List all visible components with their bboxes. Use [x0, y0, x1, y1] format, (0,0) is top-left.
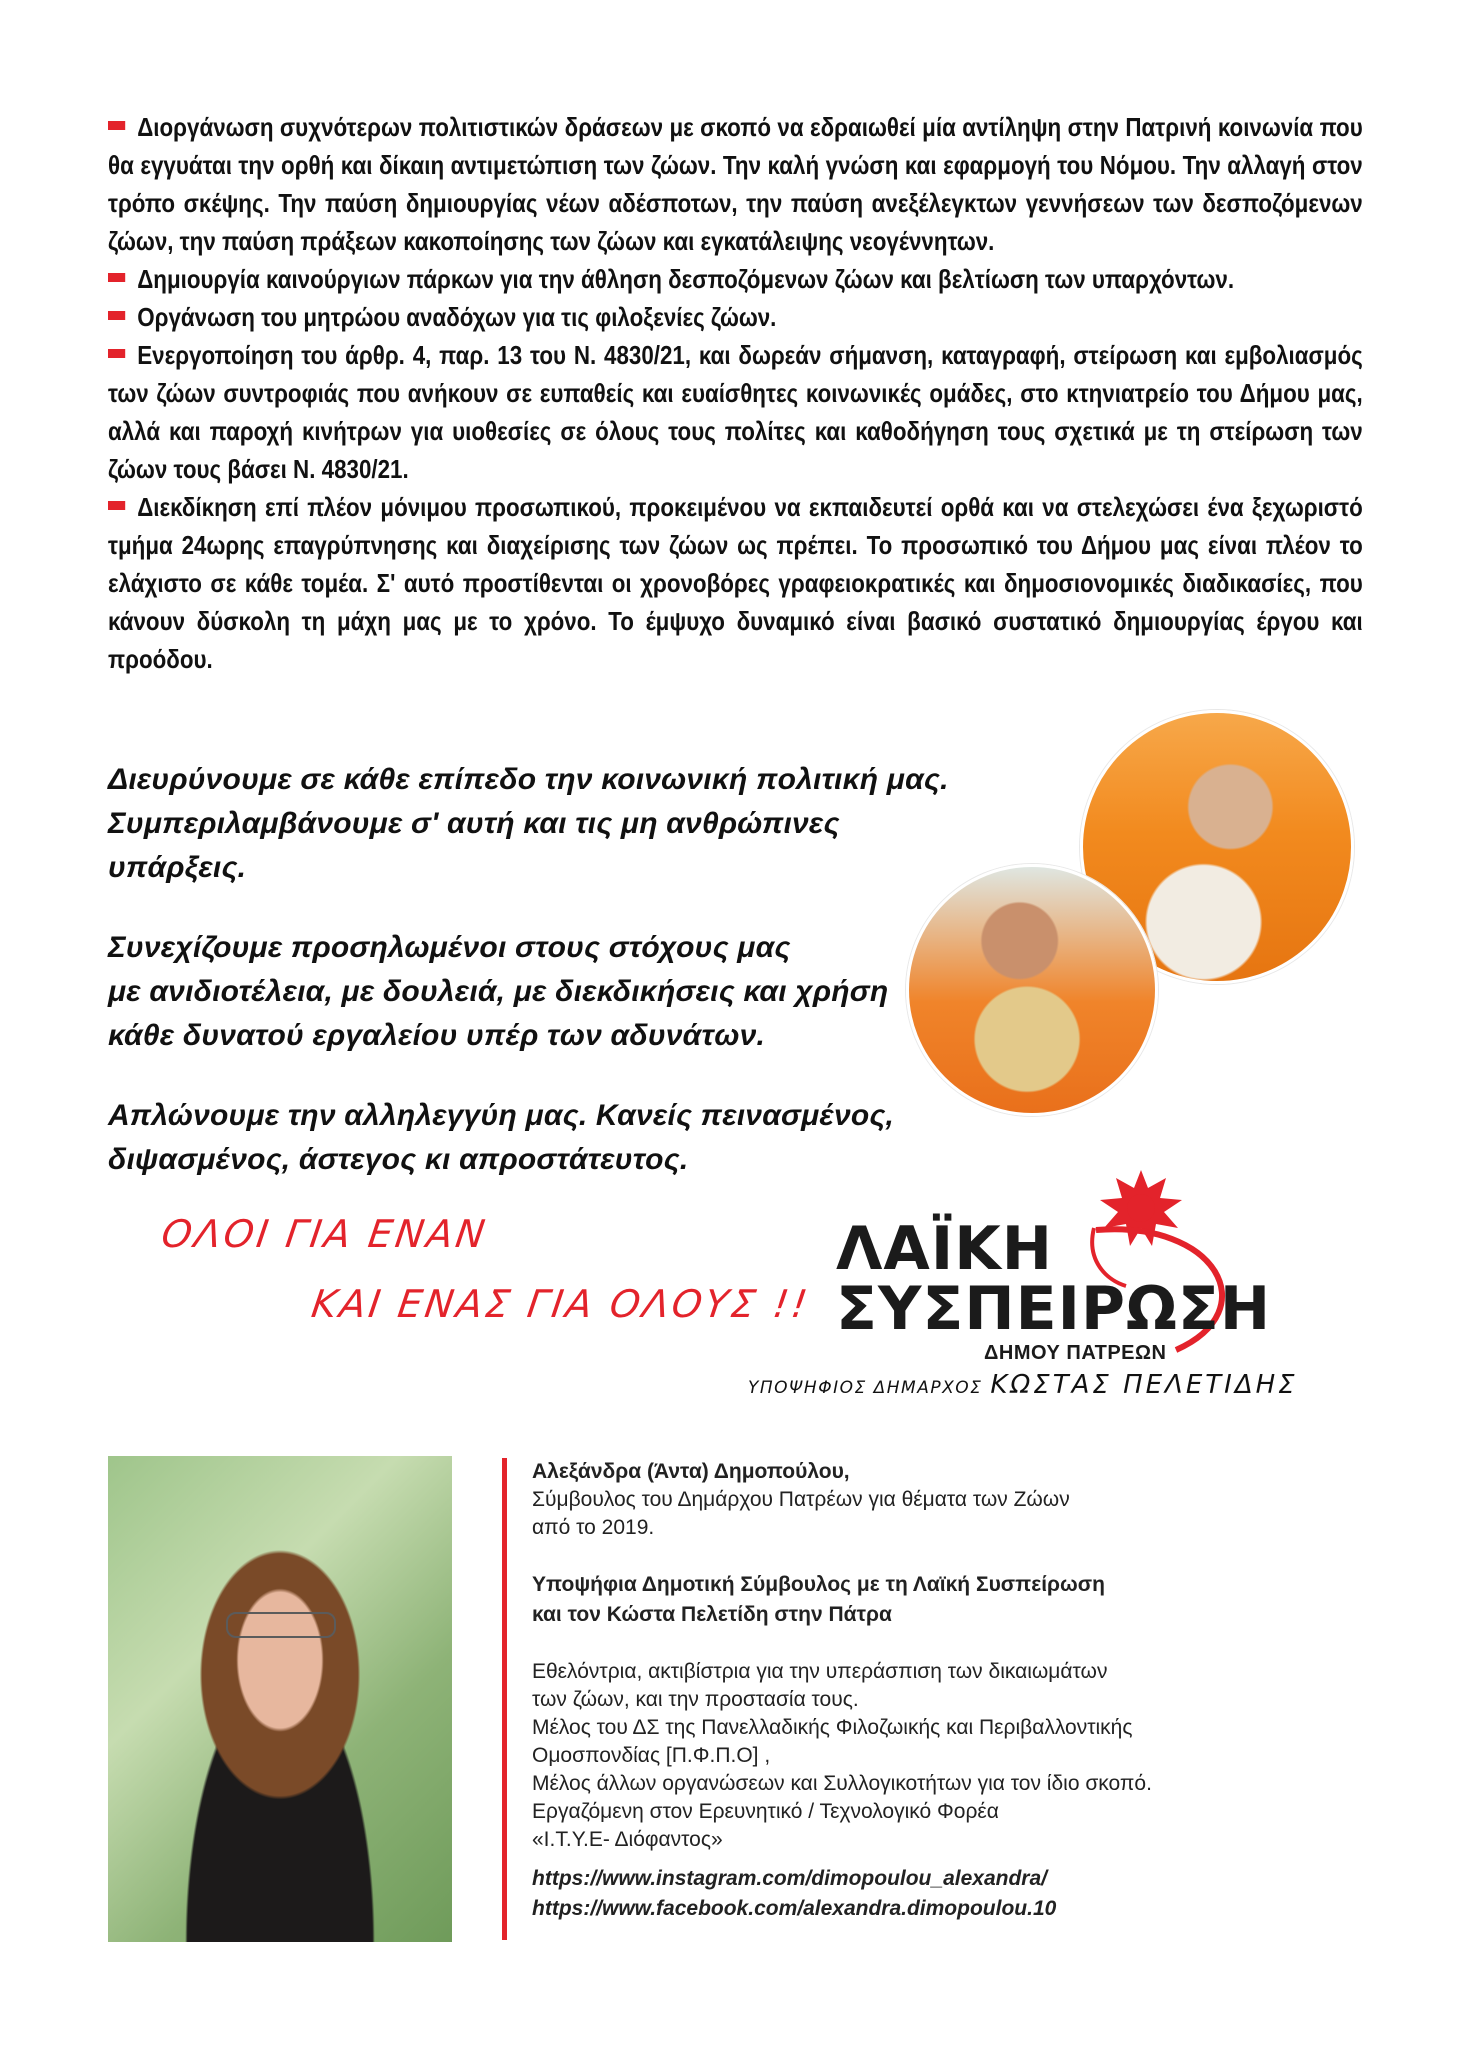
slogan-line: κάθε δυνατού εργαλείου υπέρ των αδυνάτων. — [108, 1019, 766, 1052]
slogan-line: Συνεχίζουμε προσηλωμένοι στους στόχους μας — [108, 931, 791, 964]
glasses-icon — [226, 1612, 336, 1638]
bullet-list — [108, 108, 1363, 678]
bullet-marker-icon — [108, 349, 125, 358]
bullet-marker-icon — [108, 273, 125, 282]
bullet-item: Διεκδίκηση επί πλέον μόνιμου προσωπικού, προκειμένου να εκπαιδευτεί ορθά και να στελεχώσει ένα ξεχωριστό τμήμα 24ωρης επαγρύπνησης και διαχείρισης των ζώων ως πρέπει. Το προσωπικό του Δήμου μας είναι πλέον το ελάχιστο σε κάθε τομέα. Σ' αυτό προστίθενται οι χρονοβόρες γραφειοκρατικές και δημοσιονομικές διαδικασίες, που κάνουν δύσκολη τη μάχη μας με το χρόνο. Το έμψυχο δυναμικό είναι βασικό συστατικό δημιουργίας έργου και προόδου. — [108, 492, 1363, 674]
bio-candidacy: και τον Κώστα Πελετίδη στην Πάτρα — [532, 1603, 892, 1626]
bio-name: Αλεξάνδρα (Άντα) Δημοπούλου, — [532, 1460, 850, 1483]
instagram-link[interactable]: https://www.instagram.com/dimopoulou_alexandra/ — [532, 1867, 1047, 1890]
bio-description: Ομοσπονδίας [Π.Φ.Π.Ο] , — [532, 1744, 771, 1767]
bio-role: από το 2019. — [532, 1516, 655, 1539]
bullet-item: Διοργάνωση συχνότερων πολιτιστικών δράσεων με σκοπό να εδραιωθεί μία αντίληψη στην Πατρινή κοινωνία που θα εγγυάται την ορθή και δίκαιη αντιμετώπιση των ζώων. Την καλή γνώση και εφαρμογή του Νόμου. Την αλλαγή στον τρόπο σκέψης. Την παύση δημιουργίας νέων αδέσποτων, την παύση ανεξέλεγκτων γεννήσεων των δεσποζόμενων ζώων, την παύση πράξεων κακοποίησης των ζώων και εγκατάλειψης νεογέννητων. — [108, 112, 1363, 256]
bio-description: Εργαζόμενη στον Ερευνητικό / Τεχνολογικό Φορέα — [532, 1800, 999, 1823]
candidate-prefix: ΥΠΟΨΗΦΙΟΣ ΔΗΜΑΡΧΟΣ — [748, 1378, 983, 1398]
facebook-link[interactable]: https://www.facebook.com/alexandra.dimopoulou.10 — [532, 1897, 1057, 1920]
bio-description: Μέλος του ΔΣ της Πανελλαδικής Φιλοζωικής και Περιβαλλοντικής — [532, 1716, 1133, 1739]
portrait-photo — [108, 1456, 452, 1942]
slogan-line: Συμπεριλαμβάνουμε σ' αυτή και τις μη ανθρώπινες υπάρξεις. — [108, 807, 840, 884]
party-logo — [836, 1160, 1356, 1370]
slogan-line: διψασμένος, άστεγος κι απροστάτευτος. — [108, 1143, 689, 1176]
logo-line2: ΣΥΣΠΕΙΡΩΣΗ — [836, 1274, 1272, 1344]
bullet-marker-icon — [108, 501, 125, 510]
slogan-block — [108, 926, 968, 1058]
bullet-marker-icon — [108, 121, 125, 130]
logo-line1: ΛΑΪΚΗ — [836, 1214, 1053, 1284]
slogan-block — [108, 758, 968, 890]
slogan-line: Απλώνουμε την αλληλεγγύη μας. Κανείς πεινασμένος, — [108, 1099, 895, 1132]
bio-description: «Ι.Τ.Υ.Ε- Διόφαντος» — [532, 1828, 723, 1851]
bullet-item: Ενεργοποίηση του άρθρ. 4, παρ. 13 του Ν. 4830/21, και δωρεάν σήμανση, καταγραφή, στείρωση και εμβολιασμός των ζώων συντροφιάς που ανήκουν σε ευπαθείς και ευαίσθητες κοινωνικές ομάδες, στο κτηνιατρείο του Δήμου μας, αλλά και παροχή κινήτρων για υιοθεσίες σε όλους τους πολίτες και καθοδήγηση τους σχετικά με τη στείρωση των ζώων τους βάσει Ν. 4830/21. — [108, 340, 1363, 484]
logo-subtitle: ΔΗΜΟΥ ΠΑΤΡΕΩΝ — [984, 1342, 1167, 1364]
candidate-bio — [532, 1458, 1352, 1924]
slogan-line: με ανιδιοτέλεια, με δουλειά, με διεκδικήσεις και χρήση — [108, 975, 889, 1008]
bullet-item: Δημιουργία καινούργιων πάρκων για την άθληση δεσποζόμενων ζώων και βελτίωση των υπαρχόντων. — [108, 260, 1363, 298]
bio-candidacy: Υποψήφια Δημοτική Σύμβουλος με τη Λαϊκή Συσπείρωση — [532, 1573, 1105, 1596]
handwritten-slogan-line1: ΟΛΟΙ ΓΙΑ ΕΝΑΝ — [158, 1212, 491, 1256]
candidate-name: ΚΩΣΤΑΣ ΠΕΛΕΤΙΔΗΣ — [990, 1370, 1298, 1400]
handwritten-slogan-line2: ΚΑΙ ΕΝΑΣ ΓΙΑ ΟΛΟΥΣ !! — [308, 1282, 813, 1326]
slogans — [108, 758, 968, 1218]
bio-description: Εθελόντρια, ακτιβίστρια για την υπεράσπιση των δικαιωμάτων — [532, 1660, 1108, 1683]
bullet-item: Οργάνωση του μητρώου αναδόχων για τις φιλοξενίες ζώων. — [108, 298, 1363, 336]
accent-divider — [502, 1458, 507, 1940]
photo-boy-with-dog — [906, 864, 1158, 1116]
bio-description: των ζώων, και την προστασία τους. — [532, 1688, 859, 1711]
slogan-line: Διευρύνουμε σε κάθε επίπεδο την κοινωνική πολιτική μας. — [108, 763, 949, 796]
bio-description: Μέλος άλλων οργανώσεων και Συλλογικοτήτων για τον ίδιο σκοπό. — [532, 1772, 1152, 1795]
mayor-candidate-line — [748, 1370, 1298, 1400]
bullet-marker-icon — [108, 311, 125, 320]
bio-role: Σύμβουλος του Δημάρχου Πατρέων για θέματα των Ζώων — [532, 1488, 1070, 1511]
